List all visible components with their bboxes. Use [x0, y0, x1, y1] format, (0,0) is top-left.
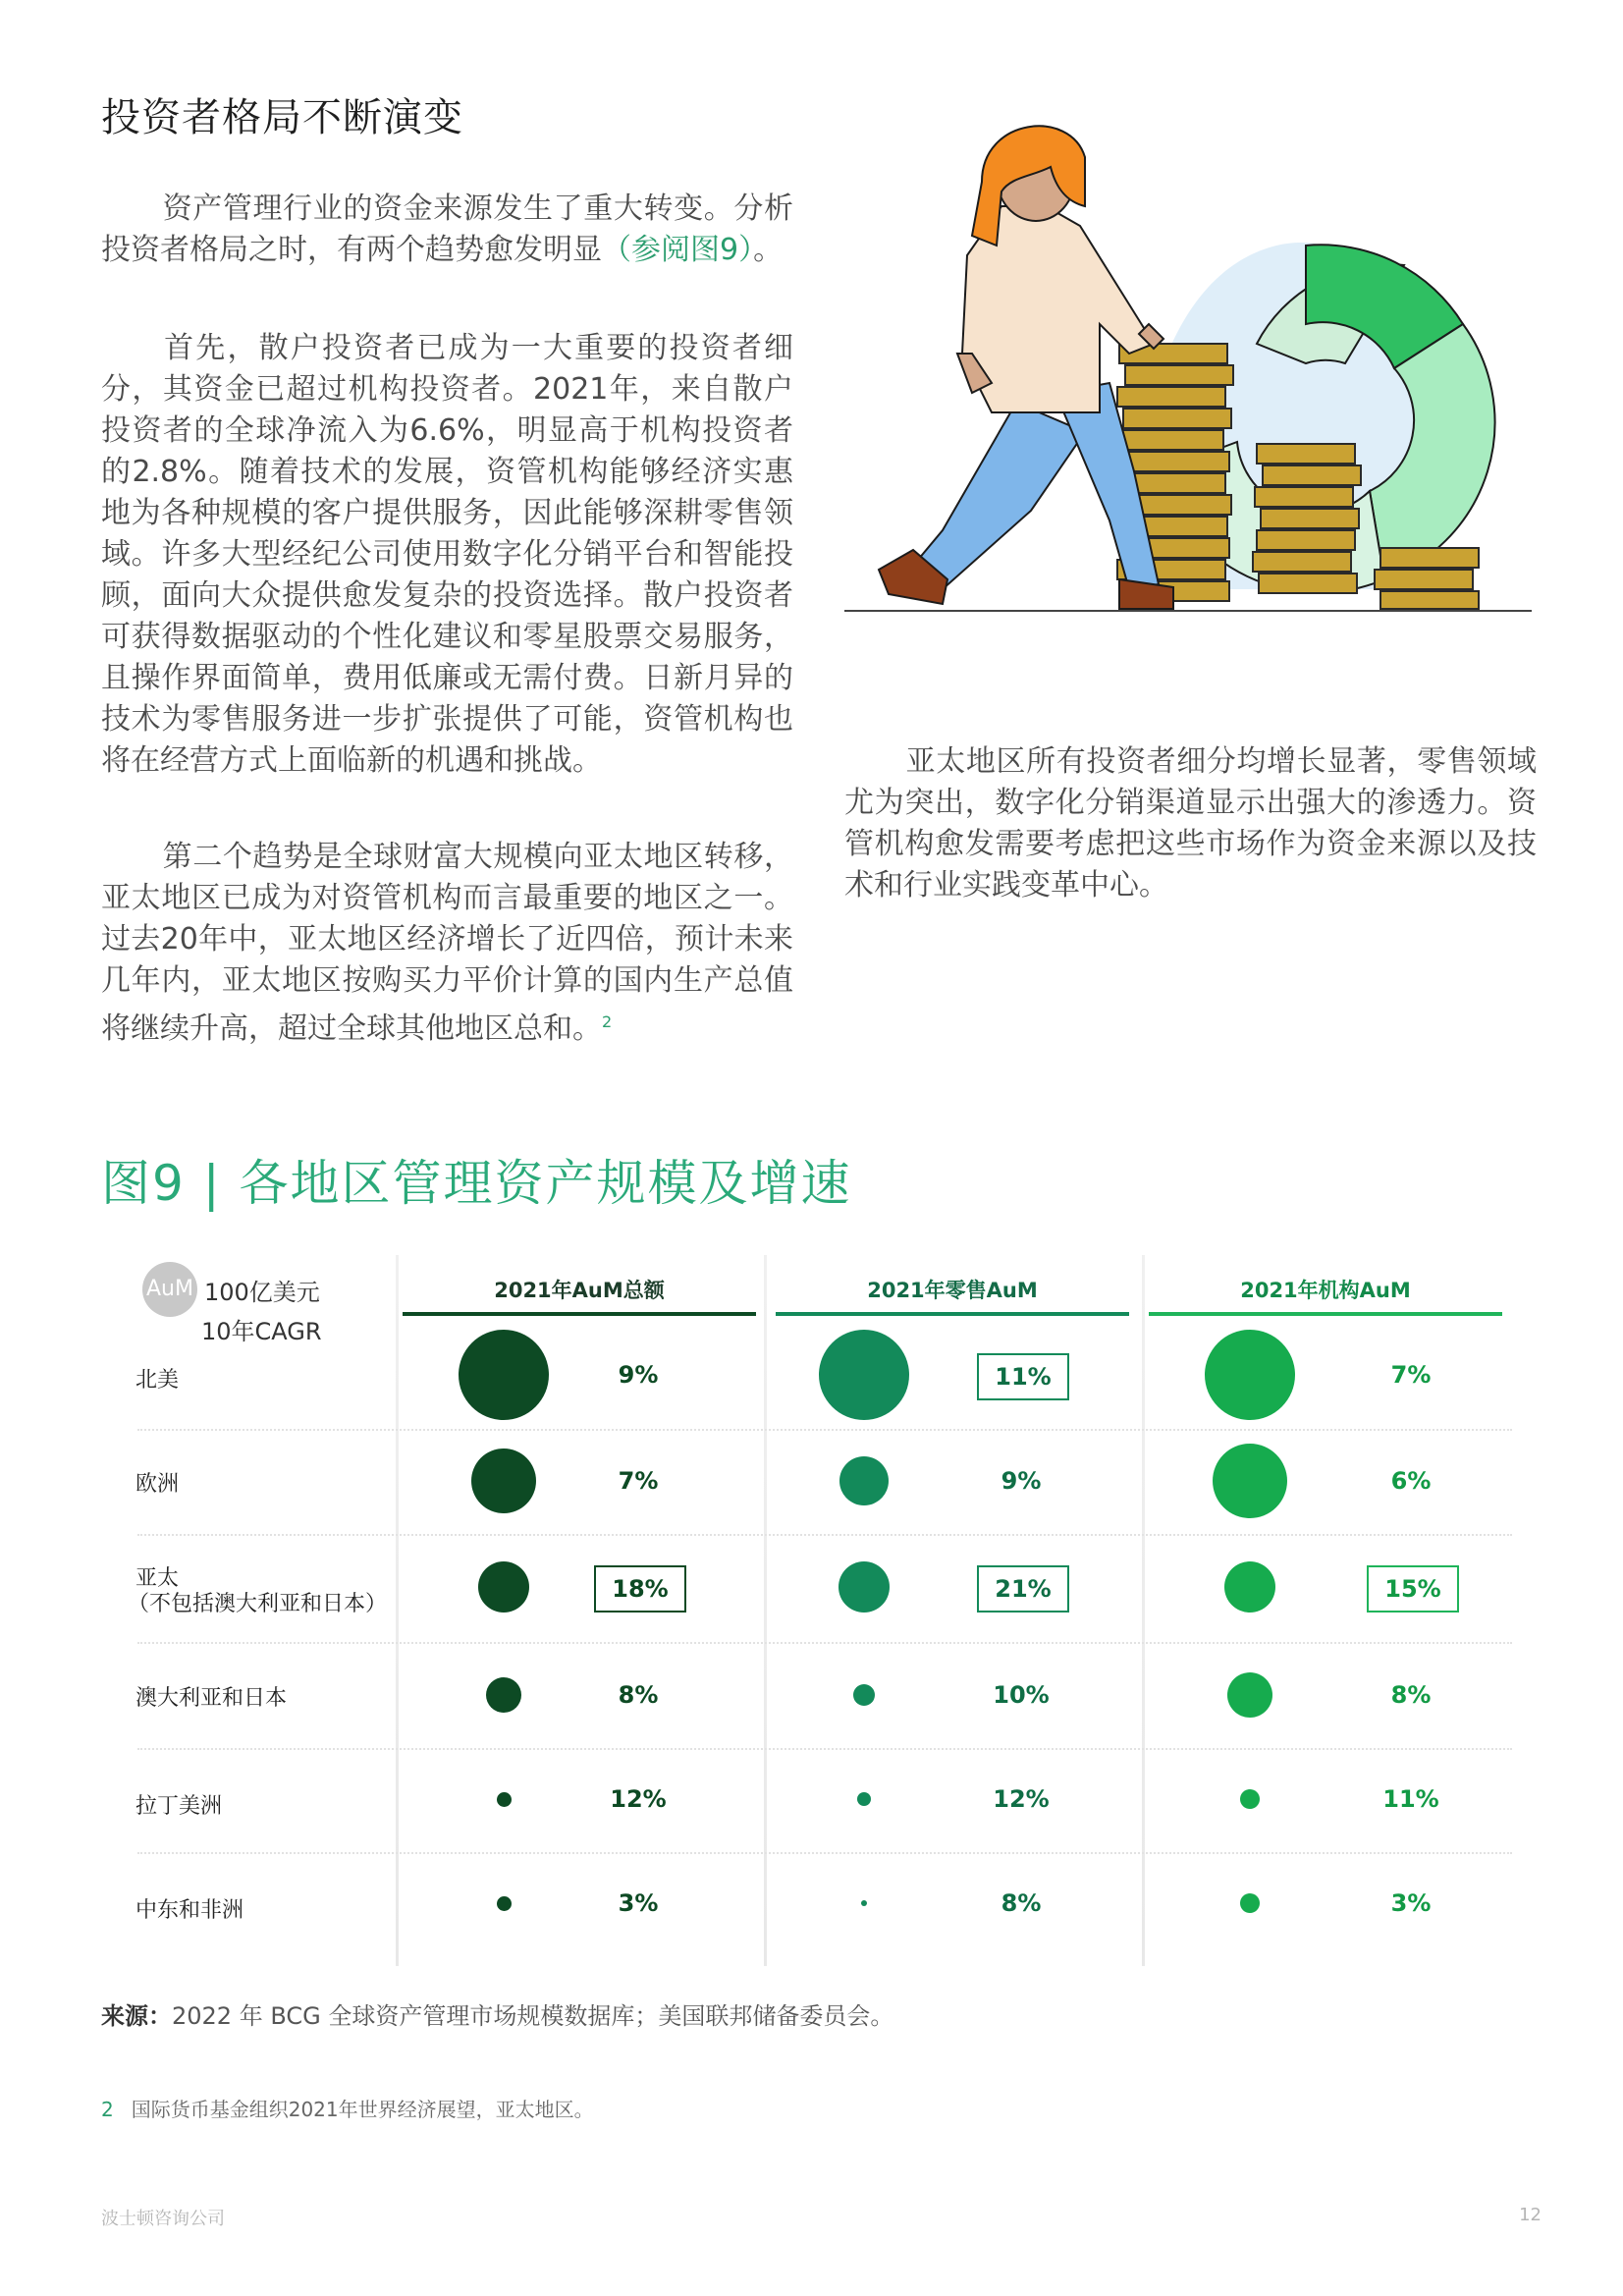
- figure-title: 图9 | 各地区管理资产规模及增速: [101, 1155, 852, 1212]
- aum-bubble: [861, 1900, 867, 1906]
- cagr-value: 8%: [1001, 1889, 1042, 1917]
- cagr-value: 11%: [1382, 1785, 1439, 1813]
- aum-bubble: [478, 1561, 529, 1613]
- cagr-value: 3%: [1390, 1889, 1432, 1917]
- region-apac: 亚太: [135, 1566, 180, 1591]
- row-separator: [137, 1852, 1512, 1854]
- cagr-value: 12%: [610, 1785, 667, 1813]
- cagr-value: 6%: [1390, 1467, 1432, 1495]
- column-separator: [1142, 1255, 1145, 1966]
- cagr-value: 3%: [618, 1889, 659, 1917]
- aum-bubble: [1205, 1330, 1295, 1420]
- column-header-total: 2021年AuM总额: [494, 1279, 665, 1302]
- figure-link[interactable]: （参阅图9）: [602, 233, 754, 267]
- aum-bubble: [1227, 1672, 1272, 1718]
- page-number: 12: [1519, 2205, 1542, 2225]
- footer-company: 波士顿咨询公司: [101, 2209, 225, 2229]
- region-australia-japan: 澳大利亚和日本: [135, 1686, 288, 1711]
- region-mea: 中东和非洲: [135, 1898, 244, 1923]
- legend-cagr: 10年CAGR: [201, 1318, 322, 1345]
- row-separator: [137, 1429, 1512, 1431]
- aum-bubble: [471, 1449, 536, 1513]
- aum-bubble: [1213, 1444, 1287, 1518]
- cagr-value: 8%: [1390, 1681, 1432, 1709]
- row-separator: [137, 1642, 1512, 1644]
- cagr-value: 15%: [1367, 1565, 1459, 1613]
- legend-unit: 100亿美元: [204, 1279, 320, 1306]
- region-europe: 欧洲: [135, 1472, 180, 1497]
- aum-bubble: [857, 1792, 871, 1806]
- column-underline-total: [403, 1312, 756, 1316]
- column-separator: [764, 1255, 767, 1966]
- paragraph-3: 第二个趋势是全球财富大规模向亚太地区转移，亚太地区已成为对资管机构而言最重要的地区之一。过去20年中，亚太地区经济增长了近四倍，预计未来几年内，亚太地区按购买力平价计算的国内生产总值将继续升高，超过全球其他地区总和。$^2$: [101, 840, 793, 1046]
- aum-bubble: [497, 1896, 512, 1911]
- investor-coins-illustration: [835, 98, 1542, 619]
- cagr-value: 11%: [977, 1353, 1069, 1400]
- aum-bubble: [1224, 1561, 1275, 1613]
- source-line: 来源：2022 年 BCG 全球资产管理市场规模数据库；美国联邦储备委员会。: [101, 2002, 894, 2030]
- row-separator: [137, 1534, 1512, 1536]
- cagr-value: 7%: [1390, 1361, 1432, 1389]
- cagr-value: 7%: [618, 1467, 659, 1495]
- aum-bubble: [497, 1792, 512, 1807]
- column-separator: [396, 1255, 399, 1966]
- cagr-value: 9%: [618, 1361, 659, 1389]
- aum-bubble: [1240, 1789, 1260, 1809]
- cagr-value: 8%: [618, 1681, 659, 1709]
- column-underline-institutional: [1149, 1312, 1502, 1316]
- paragraph-1: 资产管理行业的资金来源发生了重大转变。分析投资者格局之时，有两个趋势愈发明显（参阅图9）。: [101, 191, 793, 267]
- aum-bubble: [459, 1330, 549, 1420]
- paragraph-1-text: 资产管理行业的资金来源发生了重大转变。分析投资者格局之时，有两个趋势愈发明显: [101, 191, 793, 267]
- cagr-value: 12%: [993, 1785, 1050, 1813]
- aum-bubble: [839, 1456, 889, 1505]
- footnote: 2 国际货币基金组织2021年世界经济展望，亚太地区。: [101, 2098, 594, 2121]
- aum-bubble: [1240, 1893, 1260, 1913]
- aum-bubble: [853, 1684, 875, 1706]
- aum-bubble: [819, 1330, 909, 1420]
- region-north-america: 北美: [135, 1368, 180, 1393]
- legend-aum-circle: AuM: [142, 1262, 197, 1317]
- footnote-ref[interactable]: 2: [602, 1012, 613, 1031]
- cagr-value: 9%: [1001, 1467, 1042, 1495]
- region-latin-america: 拉丁美洲: [135, 1794, 223, 1819]
- paragraph-2: 首先，散户投资者已成为一大重要的投资者细分，其资金已超过机构投资者。2021年，来自散户投资者的全球净流入为6.6%，明显高于机构投资者的2.8%。随着技术的发展，资管机构能够经济实惠地为各种规模的客户提供服务，因此能够深耕零售领域。许多大型经纪公司使用数字化分销平台和智能投顾，面向大众提供愈发复杂的投资选择。散户投资者可获得数据驱动的个性化建议和零星股票交易服务，且操作界面简单，费用低廉或无需付费。日新月异的技术为零售服务进一步扩张提供了可能，资管机构也将在经营方式上面临新的机遇和挑战。: [101, 331, 793, 778]
- cagr-value: 10%: [993, 1681, 1050, 1709]
- row-separator: [137, 1748, 1512, 1750]
- aum-bubble: [486, 1677, 521, 1713]
- region-apac-note: （不包括澳大利亚和日本）: [128, 1592, 388, 1616]
- paragraph-4: 亚太地区所有投资者细分均增长显著，零售领域尤为突出，数字化分销渠道显示出强大的渗透力。资管机构愈发需要考虑把这些市场作为资金来源以及技术和行业实践变革中心。: [844, 744, 1537, 902]
- aum-bubble: [839, 1561, 890, 1613]
- cagr-value: 21%: [977, 1565, 1069, 1613]
- column-header-retail: 2021年零售AuM: [867, 1279, 1038, 1302]
- column-header-institutional: 2021年机构AuM: [1240, 1279, 1411, 1302]
- cagr-value: 18%: [594, 1565, 686, 1613]
- column-underline-retail: [776, 1312, 1129, 1316]
- page-heading: 投资者格局不断演变: [101, 95, 463, 140]
